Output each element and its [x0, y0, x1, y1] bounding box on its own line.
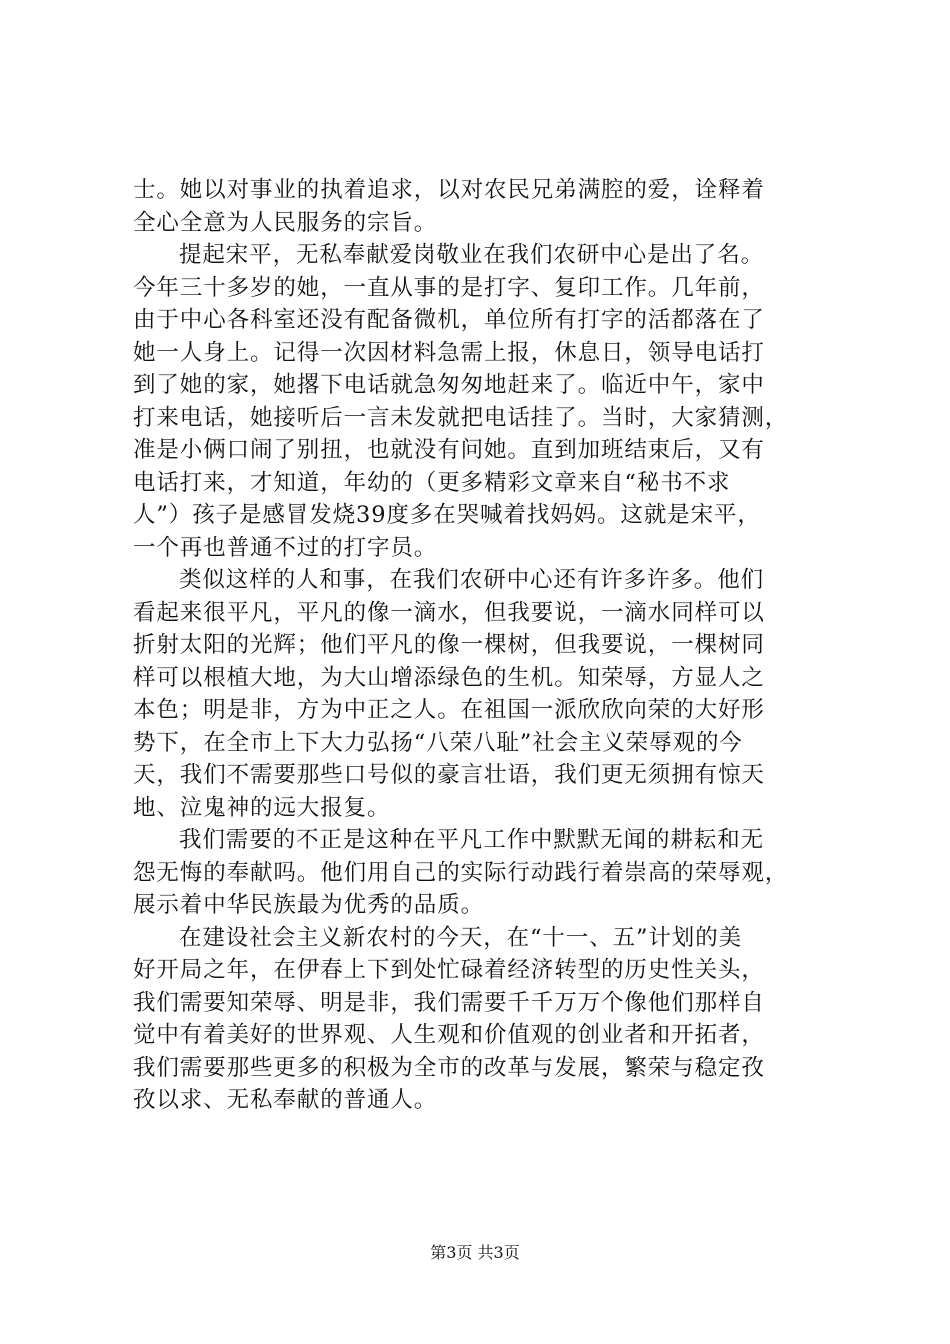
text-line: 看起来很平凡，平凡的像一滴水，但我要说，一滴水同样可以 — [133, 599, 765, 626]
text-line: 士。她以对事业的执着追求，以对农民兄弟满腔的爱，诠释着 — [133, 177, 765, 203]
paragraph-start-line: 类似这样的人和事，在我们农研中心还有许多许多。他们 — [179, 567, 765, 593]
text-line: 电话打来，才知道，年幼的（更多精彩文章来自“秘书不求 — [133, 469, 731, 496]
text-line: 今年三十多岁的她，一直从事的是打字、复印工作。几年前， — [133, 274, 765, 301]
text-line: 展示着中华民族最为优秀的品质。 — [133, 892, 485, 918]
text-line: 觉中有着美好的世界观、人生观和价值观的创业者和开拓者， — [133, 1022, 765, 1048]
text-line: 全心全意为人民服务的宗旨。 — [133, 209, 438, 236]
text-line: 打来电话，她接听后一言未发就把电话挂了。当时，大家猜测， — [133, 404, 789, 431]
text-line: 人”）孩子是感冒发烧39度多在哭喊着找妈妈。这就是宋平， — [133, 502, 761, 528]
text-line: 她一人身上。记得一次因材料急需上报，休息日，领导电话打 — [133, 339, 765, 366]
paragraph-start-line: 在建设社会主义新农村的今天，在“十一、五”计划的美 — [179, 924, 743, 951]
paragraph-start-line: 提起宋平，无私奉献爱岗敬业在我们农研中心是出了名。 — [179, 242, 765, 268]
text-line: 地、泣鬼神的远大报复。 — [133, 794, 391, 821]
page-number-footer: 第3页 共3页 — [430, 1243, 520, 1262]
text-line: 好开局之年，在伊春上下到处忙碌着经济转型的历史性关头， — [133, 957, 765, 983]
paragraph-start-line: 我们需要的不正是这种在平凡工作中默默无闻的耕耘和无 — [179, 827, 765, 853]
text-line: 折射太阳的光辉；他们平凡的像一棵树，但我要说，一棵树同 — [133, 632, 765, 658]
text-line: 天，我们不需要那些口号似的豪言壮语，我们更无须拥有惊天 — [133, 762, 765, 788]
text-line: 势下，在全市上下大力弘扬“八荣八耻”社会主义荣辱观的今 — [133, 729, 743, 756]
text-line: 由于中心各科室还没有配备微机，单位所有打字的活都落在了 — [133, 307, 765, 333]
text-line: 本色；明是非，方为中正之人。在祖国一派欣欣向荣的大好形 — [133, 697, 765, 723]
text-line: 孜以求、无私奉献的普通人。 — [133, 1087, 438, 1113]
text-line: 怨无悔的奉献吗。他们用自己的实际行动践行着崇高的荣辱观， — [133, 859, 789, 886]
text-line: 一个再也普通不过的打字员。 — [133, 534, 438, 561]
text-line: 到了她的家，她撂下电话就急匆匆地赶来了。临近中午，家中 — [133, 372, 765, 398]
text-line: 我们需要知荣辱、明是非，我们需要千千万万个像他们那样自 — [133, 989, 765, 1016]
document-body — [133, 174, 823, 1117]
text-line: 样可以根植大地，为大山增添绿色的生机。知荣辱，方显人之 — [133, 664, 765, 691]
text-line: 我们需要那些更多的积极为全市的改革与发展，繁荣与稳定孜 — [133, 1054, 765, 1081]
text-line: 准是小俩口闹了别扭，也就没有问她。直到加班结束后，又有 — [133, 437, 765, 463]
